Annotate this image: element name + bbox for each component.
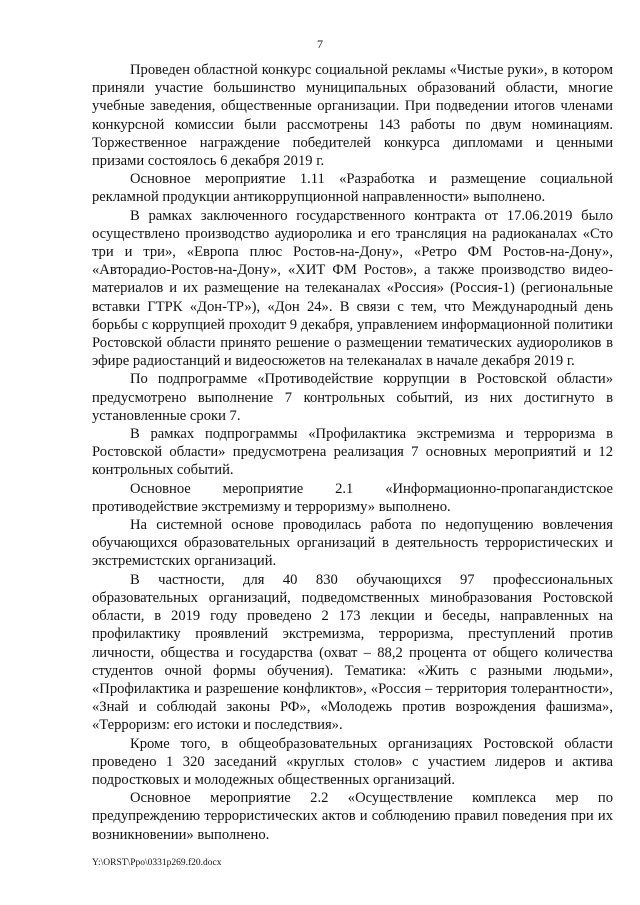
page-number: 7 (317, 37, 323, 51)
paragraph: Основное мероприятие 1.11 «Разработка и размещение социальной рекламной продукции антикоррупционной направленности» выполнено. (92, 171, 613, 206)
footer-file-path: Y:\ORST\Ppo\0331p269.f20.docx (92, 858, 222, 868)
paragraph: В рамках заключенного государственного контракта от 17.06.2019 было осуществлено производство аудиоролика и его трансляция на радиоканалах «Сто три и три», «Европа плюс Ростов-на-Дону», «Ретро ФМ Ростов-на-Дону», «Авторадио-Ростов-на-Дону», «ХИТ ФМ Ростов», а также производство видео-материалов и их размещение на телеканалах «Россия» (Россия-1) (региональные вставки ГТРК «Дон-ТР»), «Дон 24». В связи с тем, что Международный день борьбы с коррупцией проходит 9 декабря, управлением информационной политики Ростовской области принято решение о размещении тематических аудиороликов в эфире радиостанций и видеосюжетов на телеканалах в начале декабря 2019 г. (92, 207, 613, 370)
paragraph: В рамках подпрограммы «Профилактика экстремизма и терроризма в Ростовской области» предусмотрена реализация 7 основных мероприятий и 12 контрольных событий. (92, 426, 613, 479)
paragraph: В частности, для 40 830 обучающихся 97 профессиональных образовательных организаций, подведомственных минобразования Ростовской области, в 2019 году проведено 2 173 лекции и беседы, направленных на профилактику проявлений экстремизма, терроризма, преступлений против личности, общества и государства (охват – 88,2 процента от общего количества студентов очной формы обучения). Тематика: «Жить с разными людьми», «Профилактика и разрешение конфликтов», «Россия – территория толерантности», «Знай и соблюдай законы РФ», «Молодежь против возрождения фашизма», «Терроризм: его истоки и последствия». (92, 571, 613, 734)
paragraph: Проведен областной конкурс социальной рекламы «Чистые руки», в котором приняли участие большинство муниципальных образований области, многие учебные заведения, общественные организации. При подведении итогов членами конкурсной комиссии были рассмотрены 143 работы по двум номинациям. Торжественное награждение победителей конкурса дипломами и ценными призами состоялось 6 декабря 2019 г. (92, 62, 613, 170)
paragraph: Основное мероприятие 2.1 «Информационно-пропагандистское противодействие экстремизму и терроризму» выполнено. (92, 480, 613, 515)
paragraph: Кроме того, в общеобразовательных организациях Ростовской области проведено 1 320 заседаний «круглых столов» с участием лидеров и актива подростковых и молодежных общественных организаций. (92, 735, 613, 788)
paragraph: На системной основе проводилась работа по недопущению вовлечения обучающихся образовательных организаций в деятельность террористических и экстремистских организаций. (92, 517, 613, 570)
paragraph: По подпрограмме «Противодействие коррупции в Ростовской области» предусмотрено выполнение 7 контрольных событий, из них достигнуто в установленные сроки 7. (92, 371, 613, 424)
paragraph: Основное мероприятие 2.2 «Осуществление комплекса мер по предупреждению террористических актов и соблюдению правил поведения при их возникновении» выполнено. (92, 790, 613, 843)
document-body (92, 61, 613, 844)
